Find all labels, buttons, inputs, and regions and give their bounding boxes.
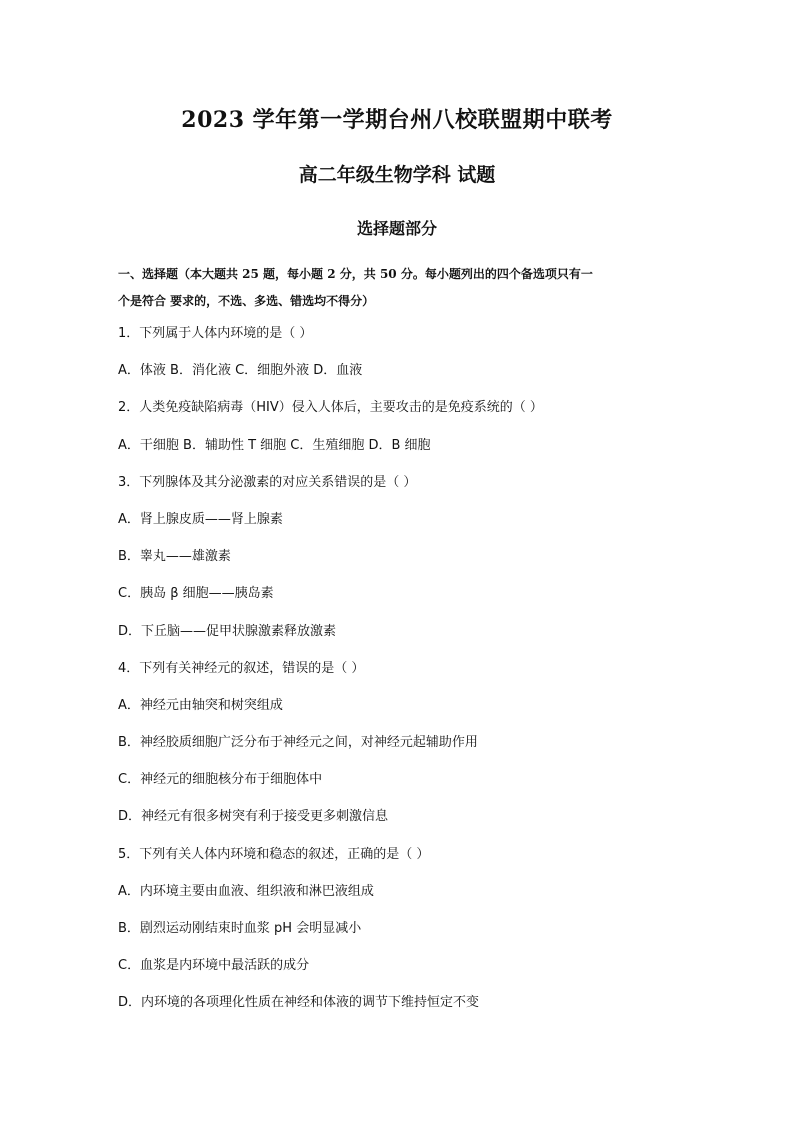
question-4 — [118, 657, 688, 843]
question-stem: 5．下列有关人体内环境和稳态的叙述，正确的是（ ） — [118, 846, 430, 862]
question-3 — [118, 471, 688, 657]
question-options: A．干细胞 B．辅助性 T 细胞 C．生殖细胞 D．B 细胞 — [118, 437, 431, 453]
option-b: B．神经胶质细胞广泛分布于神经元之间，对神经元起辅助作用 — [118, 735, 478, 751]
section-title: 选择题部分 — [356, 219, 437, 238]
option-a: A．神经元由轴突和树突组成 — [118, 697, 283, 713]
question-1 — [118, 322, 688, 396]
question-options: A．体液 B．消化液 C．细胞外液 D．血液 — [118, 363, 363, 379]
option-c: C．血浆是内环境中最活跃的成分 — [118, 958, 310, 974]
option-c: C．神经元的细胞核分布于细胞体中 — [118, 772, 323, 788]
option-b: B．睾丸——雄激素 — [118, 549, 231, 565]
option-d: D．下丘脑——促甲状腺激素释放激素 — [118, 623, 337, 639]
exam-subtitle: 高二年级生物学科 试题 — [298, 164, 496, 186]
question-2 — [118, 396, 688, 470]
question-list — [118, 322, 688, 1029]
question-5 — [118, 843, 688, 1029]
option-d: D．神经元有很多树突有利于接受更多刺激信息 — [118, 809, 389, 825]
instructions-line-1: 一、选择题（本大题共 25 题，每小题 2 分，共 50 分。每小题列出的四个备选项只有一 — [118, 267, 593, 281]
option-d: D．内环境的各项理化性质在神经和体液的调节下维持恒定不变 — [118, 995, 480, 1011]
question-stem: 2．人类免疫缺陷病毒（HIV）侵入人体后，主要攻击的是免疫系统的（ ） — [118, 400, 543, 416]
instructions-line-2: 个是符合 要求的，不选、多选、错选均不得分） — [118, 294, 375, 308]
option-c: C．胰岛 β 细胞——胰岛素 — [118, 586, 274, 602]
question-stem: 1．下列属于人体内环境的是（ ） — [118, 326, 313, 341]
section-instructions — [118, 261, 678, 315]
option-a: A．肾上腺皮质——肾上腺素 — [118, 511, 283, 527]
exam-title: 2023 学年第一学期台州八校联盟期中联考 — [181, 107, 613, 133]
option-b: B．剧烈运动刚结束时血浆 pH 会明显减小 — [118, 921, 362, 936]
option-a: A．内环境主要由血液、组织液和淋巴液组成 — [118, 883, 374, 899]
question-stem: 3．下列腺体及其分泌激素的对应关系错误的是（ ） — [118, 474, 417, 490]
question-stem: 4．下列有关神经元的叙述，错误的是（ ） — [118, 660, 365, 676]
